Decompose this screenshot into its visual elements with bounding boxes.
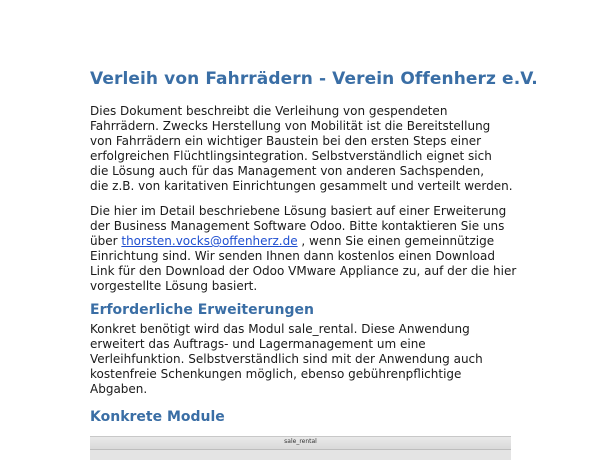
embedded-window-title: sale_rental xyxy=(284,438,317,445)
extensions-line: erweitert das Auftrags- und Lagermanagement um eine xyxy=(90,337,426,351)
contact-paragraph xyxy=(90,204,516,294)
contact-line: Die hier im Detail beschriebene Lösung basiert auf einer Erweiterung xyxy=(90,204,507,218)
document-title: Verleih von Fahrrädern - Verein Offenherz e.V. xyxy=(90,69,538,89)
contact-line: Einrichtung sind. Wir senden Ihnen dann kostenlos einen Download xyxy=(90,249,495,263)
contact-line-with-email xyxy=(90,234,516,249)
intro-paragraph xyxy=(90,104,513,194)
intro-line: erfolgreichen Flüchtlingsintegration. Selbstverständlich eignet sich xyxy=(90,149,492,163)
extensions-line: Verleihfunktion. Selbstverständlich sind mit der Anwendung auch xyxy=(90,352,483,366)
embedded-window-titlebar xyxy=(90,437,511,450)
intro-line: die Lösung auch für das Management von anderen Sachspenden, xyxy=(90,164,485,178)
extensions-paragraph xyxy=(90,322,483,397)
extensions-line: Abgaben. xyxy=(90,382,148,396)
embedded-screenshot xyxy=(90,436,511,460)
contact-line: vorgestellte Lösung basiert. xyxy=(90,279,258,293)
intro-line: Dies Dokument beschreibt die Verleihung von gespendeten xyxy=(90,104,448,118)
email-link[interactable]: thorsten.vocks@offenherz.de xyxy=(121,234,298,248)
contact-line: der Business Management Software Odoo. Bitte kontaktieren Sie uns xyxy=(90,219,505,233)
extensions-line: Konkret benötigt wird das Modul sale_rental. Diese Anwendung xyxy=(90,322,470,336)
extensions-line: kostenfreie Schenkungen möglich, ebenso gebührenpflichtige xyxy=(90,367,462,381)
extensions-heading: Erforderliche Erweiterungen xyxy=(90,302,314,318)
contact-line-suffix: , wenn Sie einen gemeinnützige xyxy=(297,234,495,248)
intro-line: die z.B. von karitativen Einrichtungen gesammelt und verteilt werden. xyxy=(90,179,513,193)
intro-line: von Fahrrädern ein wichtiger Baustein bei den ersten Steps einer xyxy=(90,134,482,148)
intro-line: Fahrrädern. Zwecks Herstellung von Mobilität ist die Bereitstellung xyxy=(90,119,491,133)
contact-line: Link für den Download der Odoo VMware Appliance zu, auf der die hier xyxy=(90,264,517,278)
modules-heading: Konkrete Module xyxy=(90,409,225,425)
contact-line-prefix: über xyxy=(90,234,122,248)
